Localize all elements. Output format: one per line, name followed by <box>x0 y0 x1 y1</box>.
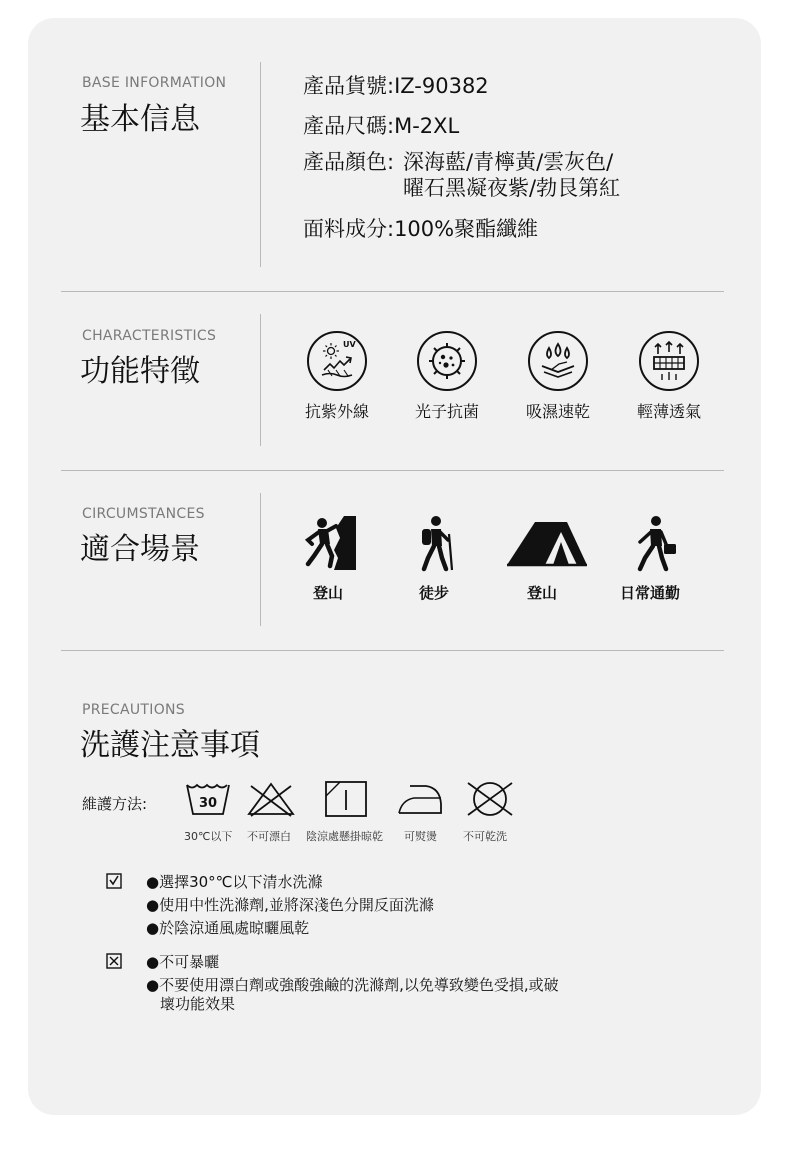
care-label-iron: 可熨燙 <box>404 830 437 843</box>
size-range: 產品尺碼:M-2XL <box>303 114 460 138</box>
care-en-title: PRECAUTIONS <box>82 702 185 718</box>
rock-climbing-icon <box>300 514 358 572</box>
iron-icon <box>396 782 444 816</box>
scenes-divider <box>260 493 261 626</box>
scenes-en-title: CIRCUMSTANCES <box>82 506 205 522</box>
line-dry-shade-icon <box>324 780 368 818</box>
uv-badge: UV <box>343 340 356 349</box>
care-do-2: ●使用中性洗滌劑,並將深淺色分開反面洗滌 <box>146 896 434 914</box>
scene-label-climbing: 登山 <box>312 584 343 602</box>
section-divider-3 <box>61 650 724 651</box>
features-zh-title: 功能特徵 <box>80 354 200 389</box>
no-dry-clean-icon <box>462 779 518 819</box>
features-en-title: CHARACTERISTICS <box>82 328 217 344</box>
breathable-icon <box>638 330 700 392</box>
checkbox-checked-icon <box>106 873 122 889</box>
item-number: 產品貨號:IZ-90382 <box>303 74 489 98</box>
uv-protection-icon <box>306 330 368 392</box>
scenes-zh-title: 適合場景 <box>80 532 200 567</box>
fabric-composition: 面料成分:100%聚酯纖維 <box>303 217 539 241</box>
tent-icon <box>505 518 589 568</box>
color-list-line2: 曜石黑凝夜紫/勃艮第紅 <box>403 176 621 200</box>
feature-label-breathable: 輕薄透氣 <box>636 402 701 421</box>
no-bleach-icon <box>245 781 297 817</box>
moisture-wicking-icon <box>527 330 589 392</box>
section-divider-2 <box>61 470 724 471</box>
features-divider <box>260 314 261 446</box>
wash-temp: 30 <box>199 796 218 811</box>
scene-label-commute: 日常通勤 <box>619 584 680 602</box>
commuter-icon <box>632 514 682 572</box>
checkbox-crossed-icon <box>106 953 122 969</box>
basic-zh-title: 基本信息 <box>80 102 200 137</box>
care-label-no-dry-clean: 不可乾洗 <box>463 830 507 843</box>
color-list-line1: 深海藍/青檸黃/雲灰色/ <box>403 150 614 174</box>
care-label-wash: 30℃以下 <box>184 830 233 843</box>
hiking-icon <box>412 514 462 572</box>
basic-en-title: BASE INFORMATION <box>82 75 227 91</box>
basic-divider <box>260 62 261 267</box>
care-dont-2-cont: 壞功能效果 <box>160 995 236 1013</box>
care-dont-1: ●不可暴曬 <box>146 953 220 971</box>
care-do-3: ●於陰涼通風處晾曬風乾 <box>146 919 310 937</box>
antibacterial-icon <box>416 330 478 392</box>
section-divider-1 <box>61 291 724 292</box>
care-method-label: 維護方法: <box>82 795 148 813</box>
feature-label-uv: 抗紫外線 <box>304 402 369 421</box>
color-label: 產品顏色: <box>303 150 395 174</box>
care-zh-title: 洗護注意事項 <box>80 728 260 763</box>
care-label-no-bleach: 不可漂白 <box>247 830 291 843</box>
scene-label-camping: 登山 <box>526 584 557 602</box>
feature-label-antibacterial: 光子抗菌 <box>414 402 479 421</box>
care-label-line-dry: 陰涼處懸掛晾乾 <box>306 830 383 843</box>
care-dont-2: ●不要使用漂白劑或強酸強鹼的洗滌劑,以免導致變色受損,或破 <box>146 976 559 994</box>
scene-label-hiking: 徒步 <box>418 584 449 602</box>
care-do-1: ●選擇30°℃以下清水洗滌 <box>146 873 323 891</box>
feature-label-quick-dry: 吸濕速乾 <box>525 402 590 421</box>
